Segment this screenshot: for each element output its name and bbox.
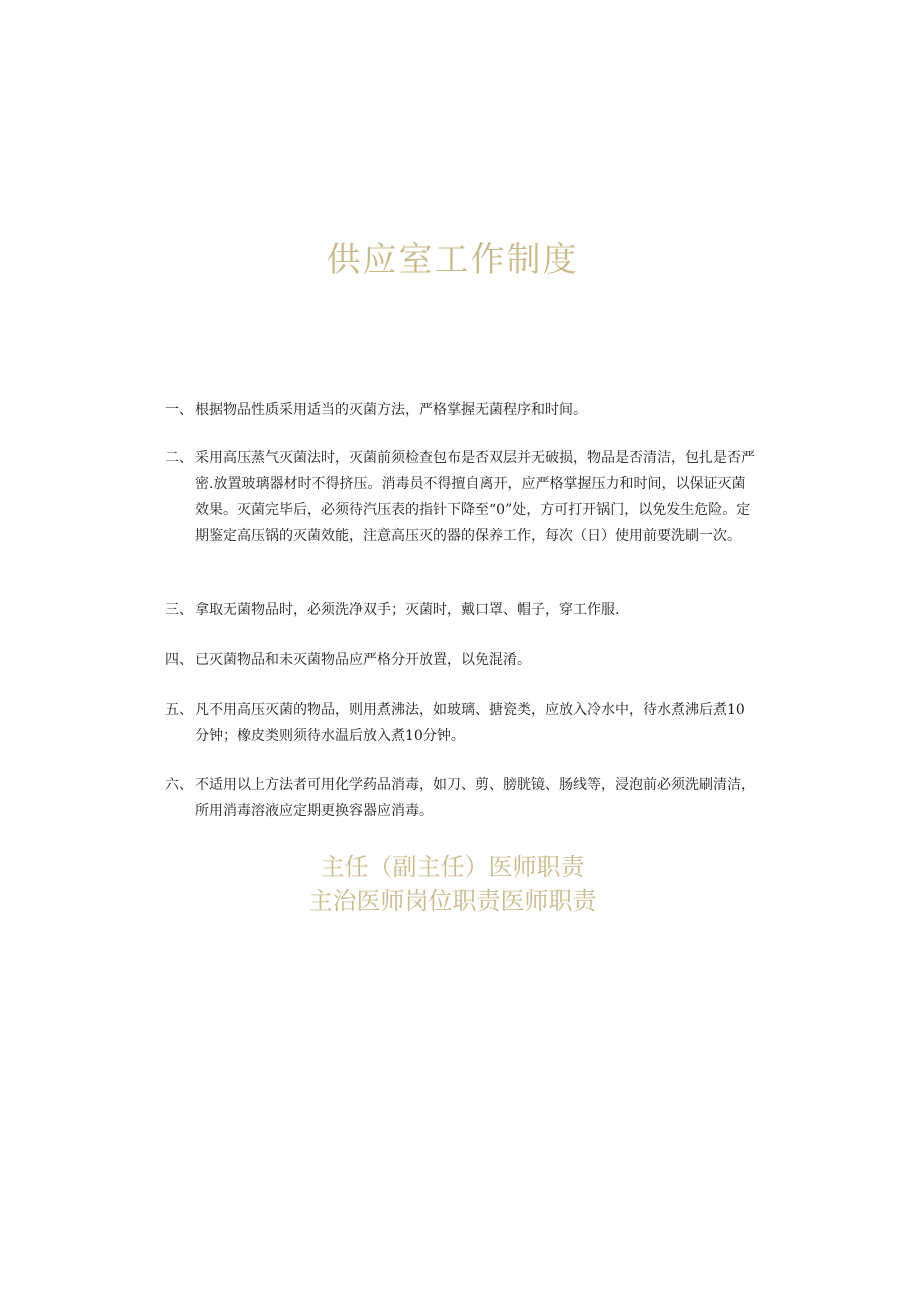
rule-item-5	[165, 697, 755, 749]
rule-number: 五、	[165, 702, 193, 718]
rule-number: 二、	[165, 450, 193, 466]
rule-item-2	[165, 445, 755, 549]
rule-item-4	[165, 647, 755, 673]
rule-text: 已灭菌物品和未灭菌物品应严格分开放置，以免混淆。	[195, 652, 531, 668]
rule-text: 采用高压蒸气灭菌法时，灭菌前须检查包布是否双层并无破损，物品是否清洁，包扎是否严密.放置玻璃器材时不得挤压。消毒员不得擅自离开，应严格掌握压力和时间，以保证灭菌效果。灭菌完毕后，必须待汽压表的指针下降至“0”处，方可打开锅门，以免发生危险。定期鉴定高压锅的灭菌效能，注意高压灭的器的保养工作，每次（日）使用前要洗刷一次。	[195, 450, 755, 544]
rule-number: 四、	[165, 652, 193, 668]
rule-text: 不适用以上方法者可用化学药品消毒，如刀、剪、膀胱镜、肠线等，浸泡前必须洗刷清洁，所用消毒溶液应定期更换容器应消毒。	[195, 777, 755, 819]
rule-item-1	[165, 397, 755, 423]
rule-number: 六、	[165, 777, 193, 793]
rule-text: 拿取无菌物品时，必须洗净双手；灭菌时，戴口罩、帽子，穿工作服.	[195, 602, 620, 618]
rule-text: 凡不用高压灭菌的物品，则用煮沸法，如玻璃、搪瓷类，应放入冷水中，待水煮沸后煮10分钟；橡皮类则须待水温后放入煮10分钟。	[195, 702, 745, 744]
rule-number: 三、	[165, 602, 193, 618]
related-title-1: 主任（副主任）医师职责	[320, 853, 585, 881]
rule-item-6	[165, 772, 755, 824]
rule-number: 一、	[165, 402, 193, 418]
rule-text: 根据物品性质采用适当的灭菌方法，严格掌握无菌程序和时间。	[195, 402, 587, 418]
page-title: 供应室工作制度	[326, 240, 579, 280]
related-title-2: 主治医师岗位职责医师职责	[308, 887, 597, 915]
rule-item-3	[165, 597, 755, 623]
